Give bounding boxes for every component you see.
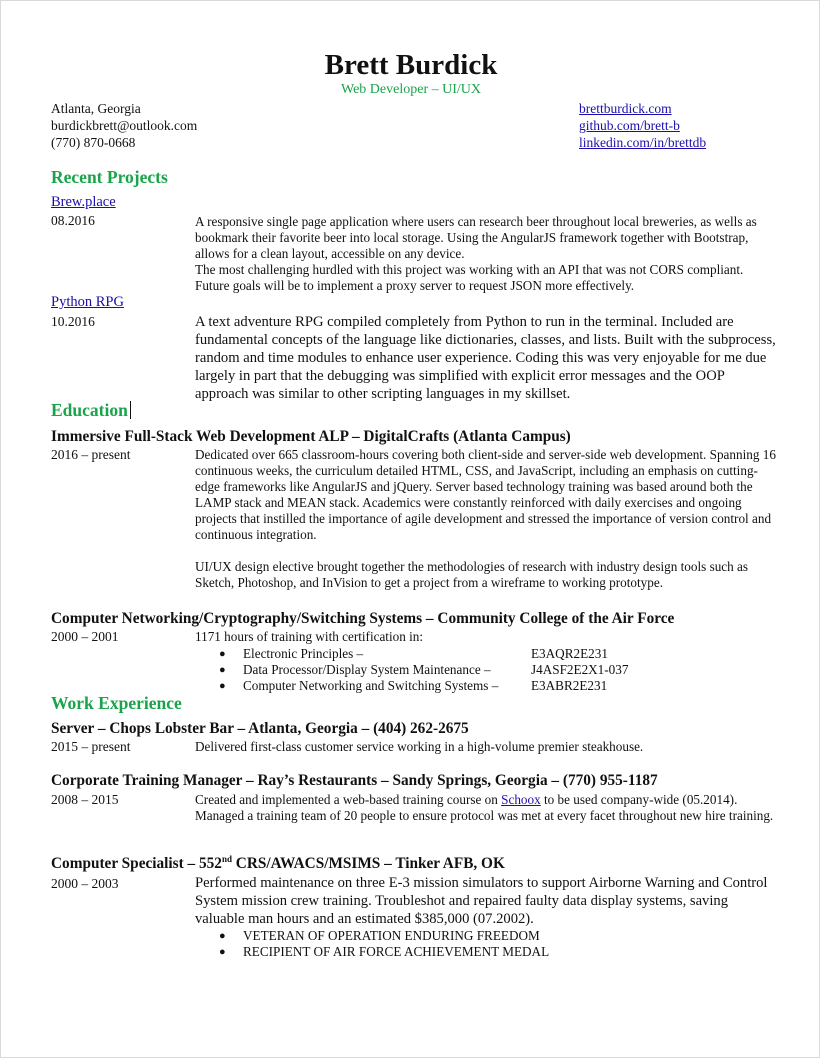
honor-text: VETERAN OF OPERATION ENDURING FREEDOM xyxy=(243,928,540,943)
certification-code: E3AQR2E231 xyxy=(531,646,608,661)
resume-subtitle: Web Developer – UI/UX xyxy=(341,82,481,97)
education-description-text: Dedicated over 665 classroom-hours covering both client-side and server-side web development. Spanning 16 continuous weeks, the curriculum detailed HTML, CSS, and JavaScript, including an emphasis on cutting-edge frameworks like AngularJS and jQuery. Server based technology training was based around both the LAMP stack and MEAN stack. Academics were constantly reinforced with daily exercises and ongoing projects that instilled the importance of agile development and stressed the importance of version control and continuous integration. xyxy=(195,447,776,542)
bullet-icon: ● xyxy=(219,648,226,660)
job-title-superscript: nd xyxy=(221,853,232,864)
education-date: 2016 – present xyxy=(51,447,131,462)
project-link-python-rpg[interactable]: Python RPG xyxy=(51,294,124,310)
website-link[interactable]: brettburdick.com xyxy=(579,101,672,116)
job-title-text: CRS/AWACS/MSIMS – Tinker AFB, OK xyxy=(231,855,505,872)
bullet-icon: ● xyxy=(219,664,226,676)
text-cursor xyxy=(130,401,131,419)
job-description-text: to be used company-wide (05.2014). Managed a training team of 20 people to ensure protocol was met at every facet throughout new hire training. xyxy=(195,792,774,823)
job-description xyxy=(195,792,780,824)
job-date: 2008 – 2015 xyxy=(51,792,119,807)
list-item xyxy=(195,928,755,944)
job-date: 2015 – present xyxy=(51,739,131,754)
projects-heading: Recent Projects xyxy=(51,167,168,187)
certification-code: E3ABR2E231 xyxy=(531,678,608,693)
location-text: Atlanta, Georgia xyxy=(51,101,141,116)
education-intro: 1171 hours of training with certification in: xyxy=(195,629,424,644)
education-title: Computer Networking/Cryptography/Switching Systems – Community College of the Air Force xyxy=(51,610,675,627)
project-description xyxy=(195,214,780,294)
education-heading-text: Education xyxy=(51,400,128,420)
list-item xyxy=(195,678,755,694)
job-description: Performed maintenance on three E-3 mission simulators to support Airborne Warning and Control System mission crew training. Troubleshot and repaired faulty data display systems, saving valuable man hours and an estimated $385,000 (07.2002). xyxy=(195,875,768,927)
honor-text: RECIPIENT OF AIR FORCE ACHIEVEMENT MEDAL xyxy=(243,944,550,959)
contact-links xyxy=(579,100,706,151)
project-date: 10.2016 xyxy=(51,314,95,329)
certification-code: J4ASF2E2X1-037 xyxy=(531,662,629,677)
education-heading xyxy=(51,400,131,421)
github-link[interactable]: github.com/brett-b xyxy=(579,118,680,133)
schoox-link[interactable]: Schoox xyxy=(501,792,541,807)
education-title: Immersive Full-Stack Web Development ALP – DigitalCrafts (Atlanta Campus) xyxy=(51,428,571,445)
honors-list xyxy=(195,928,755,960)
work-heading: Work Experience xyxy=(51,693,182,713)
resume-name: Brett Burdick xyxy=(324,49,498,81)
email-text: burdickbrett@outlook.com xyxy=(51,118,198,133)
project-description-text: The most challenging hurdled with this project was working with an API that was not CORS compliant. Future goals will be to implement a proxy server to request JSON more effectively. xyxy=(195,262,744,293)
bullet-icon: ● xyxy=(219,680,226,692)
bullet-icon: ● xyxy=(219,930,226,942)
certification-name: Electronic Principles – xyxy=(243,646,364,661)
project-description xyxy=(195,313,780,403)
job-description: Delivered first-class customer service working in a high-volume premier steakhouse. xyxy=(195,739,644,754)
linkedin-link[interactable]: linkedin.com/in/brettdb xyxy=(579,135,707,150)
certification-name: Computer Networking and Switching Systems – xyxy=(243,678,499,693)
list-item xyxy=(195,662,755,678)
job-title xyxy=(51,855,505,873)
job-description-text: Created and implemented a web-based training course on xyxy=(195,792,502,807)
project-description-text: A responsive single page application where users can research beer throughout local breweries, as wells as bookmark their favorite beer into local storage. Using the AngularJS framework together with Bootstrap, allows for a clean layout, accessible on any device. xyxy=(195,214,757,261)
job-title: Server – Chops Lobster Bar – Atlanta, Georgia – (404) 262-2675 xyxy=(51,720,469,737)
bullet-icon: ● xyxy=(219,946,226,958)
phone-text: (770) 870-0668 xyxy=(51,135,136,150)
job-title: Corporate Training Manager – Ray’s Restaurants – Sandy Springs, Georgia – (770) 955-1187 xyxy=(51,772,658,789)
list-item xyxy=(195,944,755,960)
education-description-text: UI/UX design elective brought together the methodologies of research with industry design tools such as Sketch, Photoshop, and InVision to get a project from a wireframe to working prototype. xyxy=(195,559,749,590)
project-date: 08.2016 xyxy=(51,213,95,228)
project-description-text: A text adventure RPG compiled completely from Python to run in the terminal. Included are fundamental concepts of the language like dictionaries, classes, and lists. Built with the subprocess, random and time modules to enhance user experience. Coding this was very enjoyable for me due largely in part that the debugging was simplified with explicit error messages and the OOP approach was similar to other scripting languages in my skillset. xyxy=(195,314,776,402)
education-date: 2000 – 2001 xyxy=(51,629,119,644)
contact-info xyxy=(51,100,197,151)
job-title-text: Computer Specialist – 552 xyxy=(51,855,222,872)
job-date: 2000 – 2003 xyxy=(51,876,119,891)
project-link-brew-place[interactable]: Brew.place xyxy=(51,194,116,210)
certification-list xyxy=(195,646,755,694)
education-description xyxy=(195,447,780,591)
list-item xyxy=(195,646,755,662)
certification-name: Data Processor/Display System Maintenance – xyxy=(243,662,491,677)
